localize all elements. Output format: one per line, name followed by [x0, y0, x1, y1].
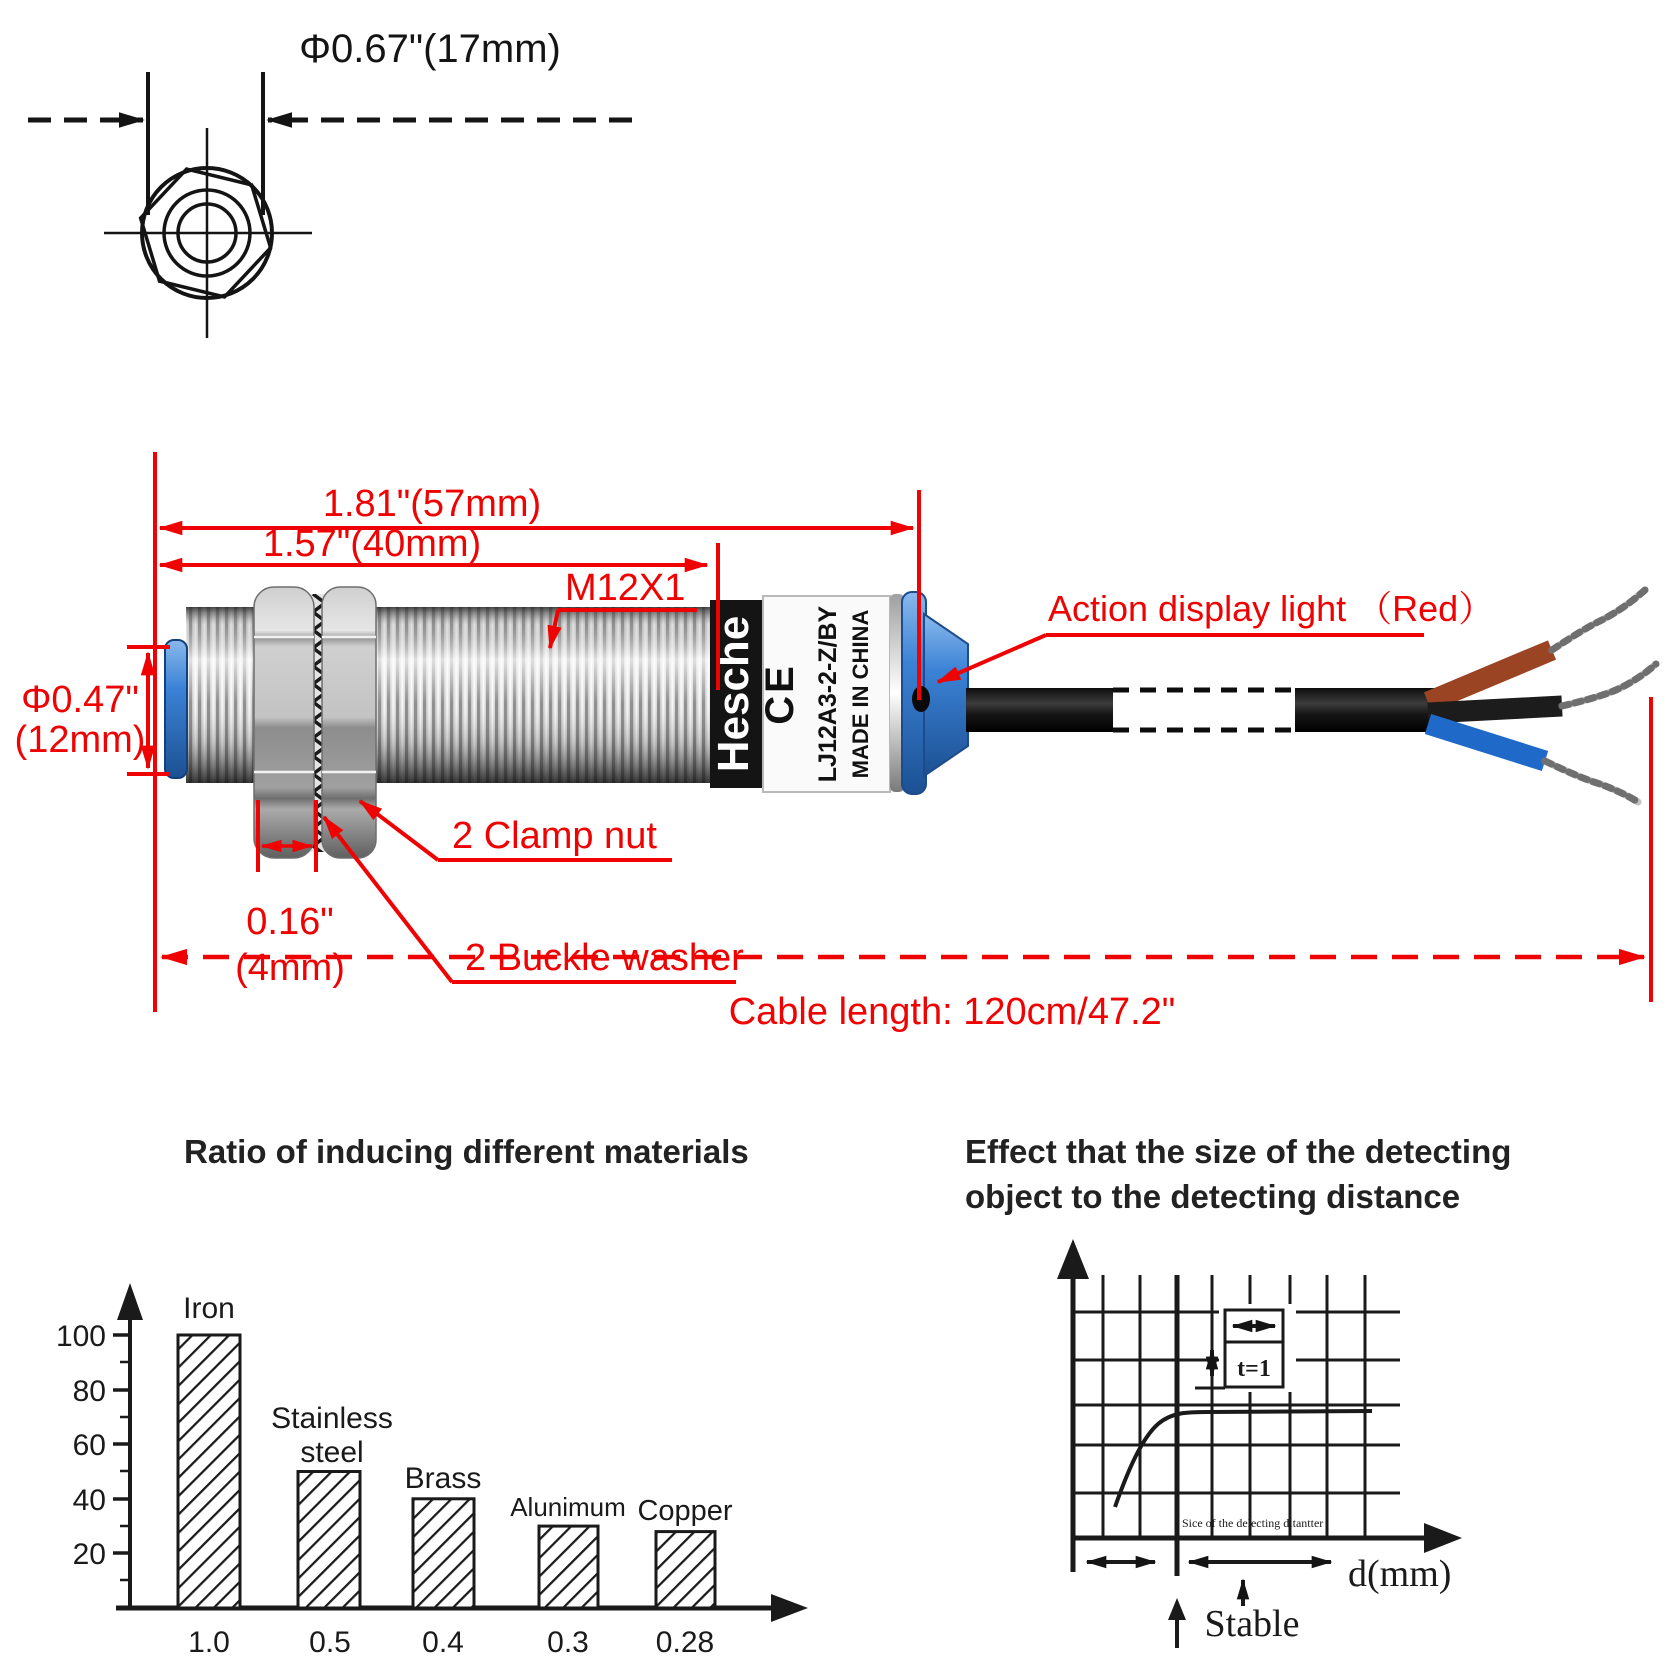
svg-text:100: 100 — [55, 1320, 106, 1353]
thread-spec-label: M12X1 — [565, 567, 686, 609]
origin-label: MADE IN CHINA — [848, 609, 873, 779]
bar-stainless-steel — [298, 1472, 360, 1609]
bar-alunimum — [539, 1526, 598, 1608]
buckle-washer-label: 2 Buckle washer — [465, 937, 744, 979]
svg-text:80: 80 — [72, 1375, 106, 1408]
chart-distance-title-line1: Effect that the size of the detecting — [965, 1133, 1512, 1170]
svg-text:40: 40 — [72, 1484, 106, 1517]
front-view-nut-drawing — [28, 27, 632, 338]
clamp-nut-2 — [322, 587, 376, 858]
brand-label: Hesche — [709, 615, 758, 773]
svg-text:0.3: 0.3 — [547, 1626, 589, 1659]
svg-text:Copper: Copper — [637, 1495, 733, 1527]
wire-blue — [1428, 724, 1545, 761]
bar-labels — [183, 1292, 733, 1527]
clamp-nut-1 — [254, 587, 314, 858]
action-light-label: Action display light （Red） — [1048, 588, 1495, 629]
wire-black — [1428, 706, 1562, 713]
svg-text:Stainless: Stainless — [271, 1402, 393, 1435]
bar-copper — [656, 1532, 715, 1608]
boundary-up-arrow — [1168, 1598, 1186, 1620]
y-axis-arrow — [1057, 1239, 1089, 1279]
size-band-label: Sice of the delecting ditantter — [1182, 1516, 1324, 1530]
svg-text:Alunimum: Alunimum — [510, 1492, 626, 1522]
dim-nut-width-label-1: 0.16" — [246, 901, 334, 943]
dim-nut-width-label-2: (4mm) — [235, 947, 345, 989]
sensing-face-ring — [165, 640, 187, 778]
chart-distance-title-line2: object to the detecting distance — [965, 1178, 1461, 1215]
model-number: LJ12A3-2-Z/BY — [814, 605, 842, 783]
chart-materials-title: Ratio of inducing different materials — [184, 1133, 749, 1170]
x-axis-arrow — [1424, 1523, 1462, 1553]
inset-t1-label: t=1 — [1237, 1356, 1271, 1382]
svg-text:0.4: 0.4 — [422, 1626, 464, 1659]
dim-diameter-label-2: (12mm) — [14, 719, 146, 761]
cable-length-label: Cable length: 120cm/47.2" — [728, 991, 1176, 1033]
svg-text:1.0: 1.0 — [188, 1626, 230, 1659]
svg-text:Brass: Brass — [404, 1462, 482, 1495]
wire-brown — [1428, 650, 1552, 702]
cap-cone — [924, 614, 968, 776]
stable-label: Stable — [1204, 1603, 1300, 1645]
y-tick-labels — [56, 1320, 106, 1571]
bar-iron — [178, 1335, 240, 1608]
svg-text:0.28: 0.28 — [655, 1626, 715, 1659]
bar-brass — [413, 1499, 474, 1608]
clamp-nut-label: 2 Clamp nut — [452, 815, 657, 857]
dim-nut-across-flats: Φ0.67"(17mm) — [299, 27, 561, 71]
svg-text:0.5: 0.5 — [309, 1626, 351, 1659]
x-axis-arrow — [771, 1594, 808, 1622]
wire-strand-tips — [1545, 590, 1656, 802]
x-tick-labels — [188, 1626, 714, 1659]
dim-diameter-label-1: Φ0.47" — [21, 679, 139, 721]
x-axis-label: d(mm) — [1348, 1553, 1452, 1595]
chart-materials — [56, 1133, 808, 1659]
y-ticks — [113, 1335, 130, 1580]
dim-total-length-label: 1.81"(57mm) — [322, 483, 542, 525]
y-axis-arrow — [117, 1283, 143, 1320]
dim-thread-length-label: 1.57"(40mm) — [262, 523, 482, 565]
svg-text:Iron: Iron — [183, 1292, 235, 1325]
ce-mark: CE — [758, 663, 802, 725]
chart-detecting-distance — [965, 1133, 1511, 1648]
svg-text:60: 60 — [72, 1429, 106, 1462]
svg-text:20: 20 — [72, 1538, 106, 1571]
svg-text:steel: steel — [300, 1436, 364, 1469]
